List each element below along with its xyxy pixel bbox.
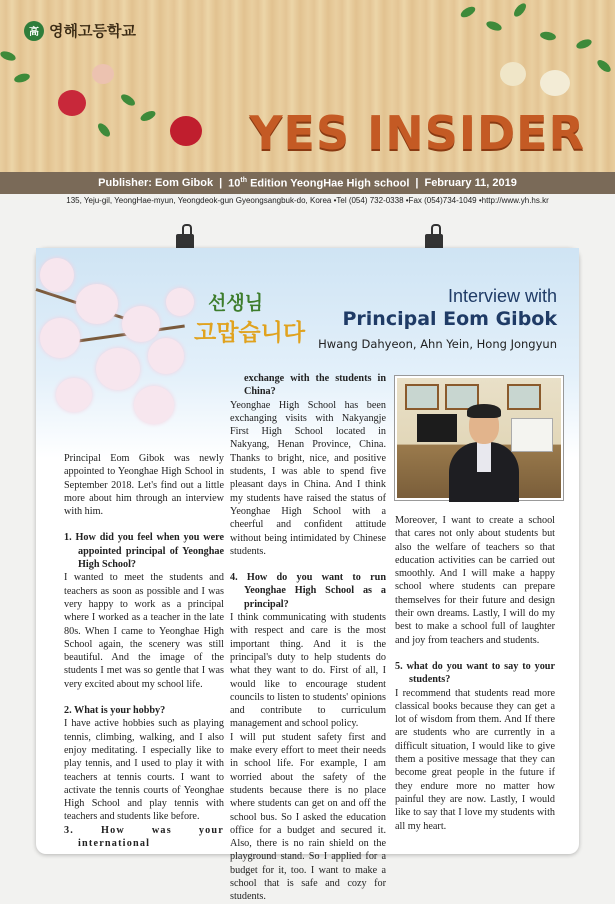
edition-text: Edition YeongHae High school bbox=[247, 177, 410, 190]
article-card bbox=[36, 248, 579, 903]
article-column-3 bbox=[395, 514, 555, 833]
school-emblem-icon: 高 bbox=[24, 21, 44, 41]
issue-date: February 11, 2019 bbox=[424, 177, 517, 189]
photo-person-hair bbox=[467, 404, 501, 418]
answer-4-part-1: I think communicating with students with respect and care is the most important thing. And it is the principal's duty to help students do what they want to do. First of all, I would like to encourage student councils to listen to students' opinions and contribute to curriculum management and school policy. bbox=[230, 612, 386, 730]
thanks-line-2: 고맙습니다 bbox=[194, 320, 306, 346]
answer-4-part-2: I will put student safety first and make every effort to meet their needs in school life. For example, I am worried about the safety of the students because there is no place where students can get on and off the school bus. So I asked the education office for a budget and secured it. Also, there is no rain shield on the playground stand. So I applied for a budget for it, too. I want to make a school that is safe and cozy for students. bbox=[230, 731, 386, 903]
cherry-blossom-decoration bbox=[76, 284, 118, 324]
cherry-blossom-decoration bbox=[148, 338, 184, 374]
intro-paragraph: Principal Eom Gibok was newly appointed to Yeonghae High School in September 2018. Let's find out a little more about him through an interview with him. bbox=[64, 453, 224, 518]
leaf-decoration bbox=[459, 5, 477, 20]
question-3-end: exchange with the students in China? bbox=[244, 373, 386, 398]
article-column-1 bbox=[64, 452, 224, 850]
article-column-2 bbox=[230, 372, 386, 904]
principal-photo bbox=[395, 376, 563, 500]
leaf-decoration bbox=[539, 31, 556, 42]
leaf-decoration bbox=[595, 58, 612, 74]
rose-decoration bbox=[58, 90, 86, 116]
cherry-blossom-decoration bbox=[40, 258, 74, 292]
publisher: Publisher: Eom Gibok bbox=[98, 177, 214, 189]
leaf-decoration bbox=[96, 121, 112, 138]
rose-decoration bbox=[170, 116, 202, 146]
question-4: 4. How do you want to run Yeonghae High School as a principal? bbox=[230, 572, 386, 610]
answer-4-part-3: Moreover, I want to create a school that cares not only about students but also the welfare of teachers so that education activities can be carried out smoothly. And I will make a happy school where students can prepare themselves for their future and design their own dreams. Lastly, I will do my best to make a school full of laughter and joy from teachers and students. bbox=[395, 515, 555, 646]
headline-line-1: Interview with bbox=[447, 286, 557, 306]
edition bbox=[228, 177, 409, 190]
photo-noticeboard bbox=[511, 418, 553, 452]
answer-2: I have active hobbies such as playing tennis, climbing, walking, and I also enjoy meditating. I especially like to play tennis, and I used to play it with teachers at tennis courts. I want to activate the tennis courts of Yeonghae High School and play tennis with teachers and students like before. bbox=[64, 718, 224, 823]
photo-tv bbox=[417, 414, 457, 442]
separator: | bbox=[415, 177, 419, 189]
leaf-decoration bbox=[0, 50, 17, 63]
rose-decoration bbox=[540, 70, 570, 96]
leaf-decoration bbox=[485, 20, 503, 33]
authors: Hwang Dahyeon, Ahn Yein, Hong Jongyun bbox=[318, 337, 557, 351]
question-3-start: 3. How was your international bbox=[64, 824, 224, 850]
school-address: 135, Yeju-gil, YeongHae-myun, Yeongdeok-gun Gyeongsangbuk-do, Korea •Tel (054) 732-0338 •Fax (054)734-1049 •http://www.yh.hs.kr bbox=[66, 196, 549, 205]
separator: | bbox=[219, 177, 223, 189]
question-1: 1. How did you feel when you were appointed principal of Yeonghae High School? bbox=[64, 532, 224, 571]
answer-5: I recommend that students read more classical books because they can get a lot of wisdom from them. And If there are students who are currently in a difficult situation, I would like to give them a positive message that they can become great people in the future if they endure more no matter how painful they are now. Lastly, I would like to say that I love my students with all my heart. bbox=[395, 687, 555, 832]
headline-line-2: Principal Eom Gibok bbox=[342, 308, 557, 330]
school-logo bbox=[24, 20, 136, 41]
leaf-decoration bbox=[575, 38, 593, 51]
cherry-blossom-decoration bbox=[122, 306, 160, 342]
leaf-decoration bbox=[13, 72, 31, 84]
photo-window bbox=[405, 384, 439, 410]
cherry-blossom-decoration bbox=[96, 348, 140, 390]
header-banner bbox=[0, 0, 615, 172]
cherry-blossom-decoration bbox=[134, 386, 174, 424]
article-headline bbox=[318, 286, 557, 351]
cherry-blossom-decoration bbox=[56, 378, 92, 412]
photo-person-shirt bbox=[477, 442, 491, 472]
thank-you-teacher-graphic bbox=[186, 288, 311, 358]
question-2: 2. What is your hobby? bbox=[64, 705, 166, 717]
rose-decoration bbox=[500, 62, 526, 86]
answer-1: I wanted to meet the students and teachers as soon as possible and I was very happy to work as a principal where I worked as a teacher in the late 80s. When I came to Yeonghae High School again, the scenery was still beautiful. And the image of the students I met was so gentle that I was very excited about my school life. bbox=[64, 572, 224, 690]
newsletter-title: YES INSIDER bbox=[249, 106, 585, 160]
photo-window bbox=[507, 384, 541, 410]
thanks-line-1: 선생님 bbox=[208, 292, 264, 314]
rose-decoration bbox=[92, 64, 114, 84]
edition-number: 10 bbox=[228, 177, 241, 190]
leaf-decoration bbox=[512, 1, 528, 18]
school-name: 영해고등학교 bbox=[49, 22, 136, 40]
leaf-decoration bbox=[119, 92, 137, 108]
question-5: 5. what do you want to say to your students? bbox=[395, 660, 555, 686]
edition-suffix: th bbox=[240, 176, 248, 184]
publication-info-bar bbox=[0, 172, 615, 194]
leaf-decoration bbox=[139, 109, 157, 123]
cherry-blossom-decoration bbox=[40, 318, 80, 358]
answer-3: Yeonghae High School has been exchanging visits with Nakyangje First High School located in Nakyang, Henan Province, China. Thanks to bright, nice, and positive students, I was able to spend five pleasant days in China. And I think my students have raised the status of Yeonghae High School with a cheerful and confident attitude without being intimidated by Chinese students. bbox=[230, 399, 386, 557]
